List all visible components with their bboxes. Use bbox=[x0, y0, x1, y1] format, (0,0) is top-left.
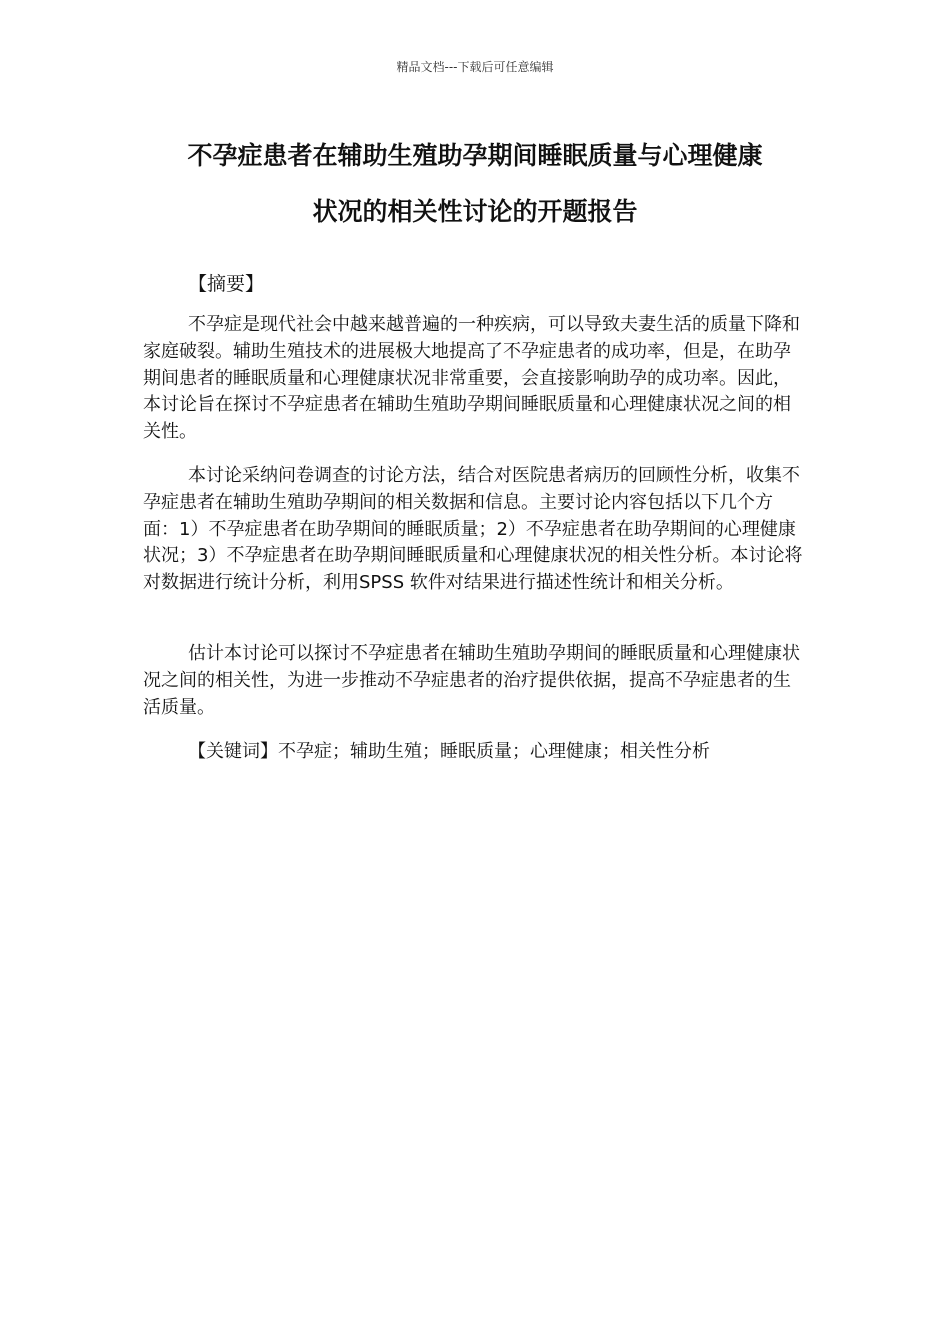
title-line-1: 不孕症患者在辅助生殖助孕期间睡眠质量与心理健康 bbox=[187, 141, 763, 170]
abstract-paragraph-1: 不孕症是现代社会中越来越普遍的一种疾病，可以导致夫妻生活的质量下降和家庭破裂。辅助生殖技术的进展极大地提高了不孕症患者的成功率，但是，在助孕期间患者的睡眠质量和心理健康状况非常重要，会直接影响助孕的成功率。因此，本讨论旨在探讨不孕症患者在辅助生殖助孕期间睡眠质量和心理健康状况之间的相关性。 bbox=[143, 314, 800, 443]
abstract-paragraph-2: 本讨论采纳问卷调查的讨论方法，结合对医院患者病历的回顾性分析，收集不孕症患者在辅助生殖助孕期间的相关数据和信息。主要讨论内容包括以下几个方面：1）不孕症患者在助孕期间的睡眠质量；2）不孕症患者在助孕期间的心理健康状况；3）不孕症患者在助孕期间睡眠质量和心理健康状况的相关性分析。本讨论将对数据进行统计分析，利用SPSS 软件对结果进行描述性统计和相关分析。 bbox=[143, 465, 803, 594]
abstract-label: 【摘要】 bbox=[188, 273, 265, 295]
header-note: 精品文档---下载后可任意编辑 bbox=[396, 60, 554, 74]
document-title bbox=[120, 128, 830, 240]
title-line-2: 状况的相关性讨论的开题报告 bbox=[312, 197, 638, 226]
keywords-line: 【关键词】不孕症；辅助生殖；睡眠质量；心理健康；相关性分析 bbox=[188, 741, 710, 762]
abstract-paragraph-3: 估计本讨论可以探讨不孕症患者在辅助生殖助孕期间的睡眠质量和心理健康状况之间的相关性，为进一步推动不孕症患者的治疗提供依据，提高不孕症患者的生活质量。 bbox=[143, 643, 800, 718]
